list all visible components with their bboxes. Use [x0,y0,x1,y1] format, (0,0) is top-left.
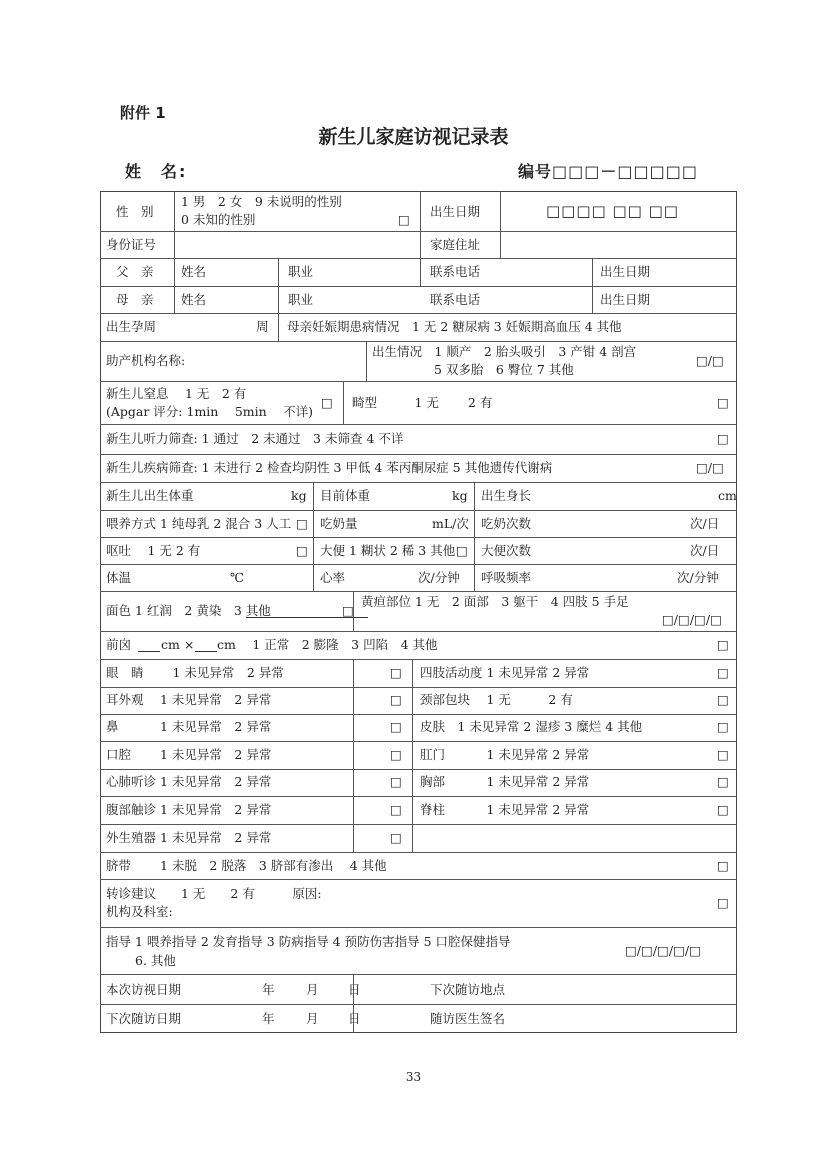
exam-chest: 胸部 1 未见异常 2 异常 [420,774,590,789]
row-divider [100,927,737,928]
nose-checkbox[interactable]: □ [390,719,402,734]
gender-checkbox[interactable]: □ [398,212,410,227]
anus-checkbox[interactable]: □ [717,747,729,762]
hearing-checkbox[interactable]: □ [717,431,729,446]
father-job: 职业 [288,264,314,279]
feeding-method: 喂养方式 1 纯母乳 2 混合 3 人工 [106,516,292,531]
milk-times-label: 吃奶次数 [481,516,532,531]
birthdate-boxes[interactable]: □□□□ □□ □□ [546,202,679,220]
fontanelle-options: cm 1 正常 2 膨隆 3 凹陷 4 其他 [217,637,438,652]
birth-weight-label: 新生儿出生体重 [106,488,194,503]
spine-checkbox[interactable]: □ [717,802,729,817]
next-year: 年 [262,1011,275,1026]
col-divider [278,258,279,341]
next-month: 月 [306,1011,319,1026]
col-divider [500,191,501,258]
guidance-checkbox[interactable]: □/□/□/□/□ [625,943,701,958]
col-divider [353,659,354,852]
id-label: 身份证号 [106,237,157,252]
feeding-checkbox[interactable]: □ [296,516,308,531]
row-divider [100,591,737,592]
neck-checkbox[interactable]: □ [717,692,729,707]
current-weight-unit: kg [452,488,468,503]
address-label: 家庭住址 [430,237,481,252]
heart-lung-checkbox[interactable]: □ [390,774,402,789]
fontanelle-label: 前囟 [106,637,132,652]
maternal-illness: 母亲妊娠期患病情况 1 无 2 糖尿病 3 妊娠期高血压 4 其他 [287,319,622,334]
row-divider [100,769,737,770]
asphyxia: 新生儿窒息 1 无 2 有 [106,386,247,401]
genitalia-checkbox[interactable]: □ [390,830,402,845]
visit-day: 日 [348,982,361,997]
birth-weight-unit: kg [291,488,307,503]
father-name: 姓名 [181,264,207,279]
disease-screen: 新生儿疾病筛查: 1 未进行 2 检查均阴性 3 甲低 4 苯丙酮尿症 5 其他遗传代谢病 [106,460,553,475]
vomit-checkbox[interactable]: □ [296,543,308,558]
exam-neck: 颈部包块 1 无 2 有 [420,692,573,707]
visit-date-label: 本次访视日期 [106,982,182,997]
col-divider [474,482,475,591]
exam-mouth: 口腔 1 未见异常 2 异常 [106,747,272,762]
resp-rate-label: 呼吸频率 [481,570,532,585]
name-label: 姓 名: [125,162,188,181]
col-divider [343,381,344,424]
disease-checkbox[interactable]: □/□ [696,460,724,475]
row-divider [100,482,737,483]
mother-name: 姓名 [181,292,207,307]
referral-org: 机构及科室: [106,904,173,919]
mother-label: 母 亲 [116,292,154,307]
row-divider [100,714,737,715]
row-divider [100,424,737,425]
row-divider [100,824,737,825]
row-divider [100,631,737,632]
row-divider [100,879,737,880]
ears-checkbox[interactable]: □ [390,692,402,707]
birth-status: 出生情况 1 顺产 2 胎头吸引 3 产钳 4 剖宫 [372,344,637,359]
gender-label: 性 别 [116,204,154,219]
gender-options: 1 男 2 女 9 未说明的性别 [181,194,342,209]
father-label: 父 亲 [116,264,154,279]
col-divider [412,659,413,852]
exam-abdomen: 腹部触诊 1 未见异常 2 异常 [106,802,272,817]
doctor-sign-label: 随访医生签名 [430,1011,506,1026]
row-divider [100,1004,737,1005]
umbilical-checkbox[interactable]: □ [717,858,729,873]
umbilical-cord: 脐带 1 未脱 2 脱落 3 脐部有渗出 4 其他 [106,858,387,873]
row-divider [100,510,737,511]
next-place-label: 下次随访地点 [430,982,506,997]
next-day: 日 [348,1011,361,1026]
birth-length-unit: cm [718,488,737,503]
row-divider [100,974,737,975]
col-divider [366,341,367,381]
apgar-score: (Apgar 评分: 1min 5min 不详) [106,404,314,419]
row-divider [100,564,737,565]
serial-number: 编号□□□－□□□□□ [518,162,698,181]
row-divider [100,231,737,232]
exam-skin: 皮肤 1 未见异常 2 湿疹 3 糜烂 4 其他 [420,719,643,734]
resp-rate-unit: 次/分钟 [677,570,719,585]
page-number: 33 [405,1070,422,1084]
stool-times-label: 大便次数 [481,543,532,558]
guidance: 指导 1 喂养指导 2 发育指导 3 防病指导 4 预防伤害指导 5 口腔保健指导 [106,934,511,949]
asphyxia-checkbox[interactable]: □ [321,395,333,410]
row-divider [100,258,737,259]
exam-heart-lung: 心肺听诊 1 未见异常 2 异常 [106,774,272,789]
birthdate-label: 出生日期 [430,204,481,219]
stool-checkbox[interactable]: □ [456,543,468,558]
visit-year: 年 [262,982,275,997]
deformity: 畸型 1 无 2 有 [352,395,493,410]
milk-amount-unit: mL/次 [432,516,469,531]
birth-length-label: 出生身长 [481,488,532,503]
complexion-checkbox[interactable]: □ [342,603,354,618]
guidance-other: 6. 其他 [135,953,176,968]
exam-ears: 耳外观 1 未见异常 2 异常 [106,692,272,707]
referral: 转诊建议 1 无 2 有 原因: [106,886,322,901]
abdomen-checkbox[interactable]: □ [390,802,402,817]
form-title: 新生儿家庭访视记录表 [318,126,509,148]
current-weight-label: 目前体重 [320,488,371,503]
row-divider [100,741,737,742]
eyes-checkbox[interactable]: □ [390,665,402,680]
birth-status-2: 5 双多胎 6 臀位 7 其他 [434,362,574,377]
row-divider [100,659,737,660]
col-divider [420,191,421,286]
row-divider [100,537,737,538]
deformity-checkbox[interactable]: □ [717,395,729,410]
gestation-label: 出生孕周 [106,319,157,334]
row-divider [100,341,737,342]
exam-limbs: 四肢活动度 1 未见异常 2 异常 [420,665,590,680]
temperature-label: 体温 [106,570,132,585]
next-date-label: 下次随访日期 [106,1011,182,1026]
col-divider [313,482,314,591]
complexion: 面色 1 红润 2 黄染 3 其他 [106,603,271,618]
exam-nose: 鼻 1 未见异常 2 异常 [106,719,272,734]
skin-checkbox[interactable]: □ [717,719,729,734]
attachment-label: 附件 1 [120,104,166,122]
gestation-unit: 周 [256,319,269,334]
row-divider [100,852,737,853]
exam-genitalia: 外生殖器 1 未见异常 2 异常 [106,830,272,845]
gender-options-2: 0 未知的性别 [181,212,256,227]
row-divider [100,313,737,314]
heart-rate-unit: 次/分钟 [418,570,460,585]
temperature-unit: ℃ [230,570,244,585]
col-divider [592,258,593,313]
father-birth: 出生日期 [600,264,651,279]
midwife-org-label: 助产机构名称: [106,353,186,368]
jaundice-checkbox[interactable]: □/□/□/□ [662,612,722,627]
mouth-checkbox[interactable]: □ [390,747,402,762]
mother-phone: 联系电话 [430,292,481,307]
exam-anus: 肛门 1 未见异常 2 异常 [420,747,590,762]
mother-job: 职业 [288,292,314,307]
fontanelle-checkbox[interactable]: □ [717,637,729,652]
stool: 大便 1 糊状 2 稀 3 其他 [320,543,456,558]
chest-checkbox[interactable]: □ [717,774,729,789]
hearing-screen: 新生儿听力筛查: 1 通过 2 未通过 3 未筛查 4 不详 [106,431,404,446]
mother-birth: 出生日期 [600,292,651,307]
row-divider [100,796,737,797]
row-divider [100,381,737,382]
stool-times-unit: 次/日 [690,543,720,558]
father-phone: 联系电话 [430,264,481,279]
jaundice-site: 黄疸部位 1 无 2 面部 3 躯干 4 四肢 5 手足 [361,594,629,609]
heart-rate-label: 心率 [320,570,346,585]
limbs-checkbox[interactable]: □ [717,665,729,680]
vomit: 呕吐 1 无 2 有 [106,543,201,558]
row-divider [100,286,737,287]
visit-month: 月 [306,982,319,997]
referral-checkbox[interactable]: □ [717,895,729,910]
fontanelle-x: cm × [161,637,195,652]
birth-status-checkbox[interactable]: □/□ [696,353,724,368]
row-divider [100,687,737,688]
milk-times-unit: 次/日 [690,516,720,531]
fontanelle-height-blank[interactable] [195,651,217,652]
milk-amount-label: 吃奶量 [320,516,358,531]
exam-spine: 脊柱 1 未见异常 2 异常 [420,802,590,817]
row-divider [100,454,737,455]
col-divider [174,191,175,313]
exam-eyes: 眼 睛 1 未见异常 2 异常 [106,665,284,680]
fontanelle-width-blank[interactable] [138,651,160,652]
